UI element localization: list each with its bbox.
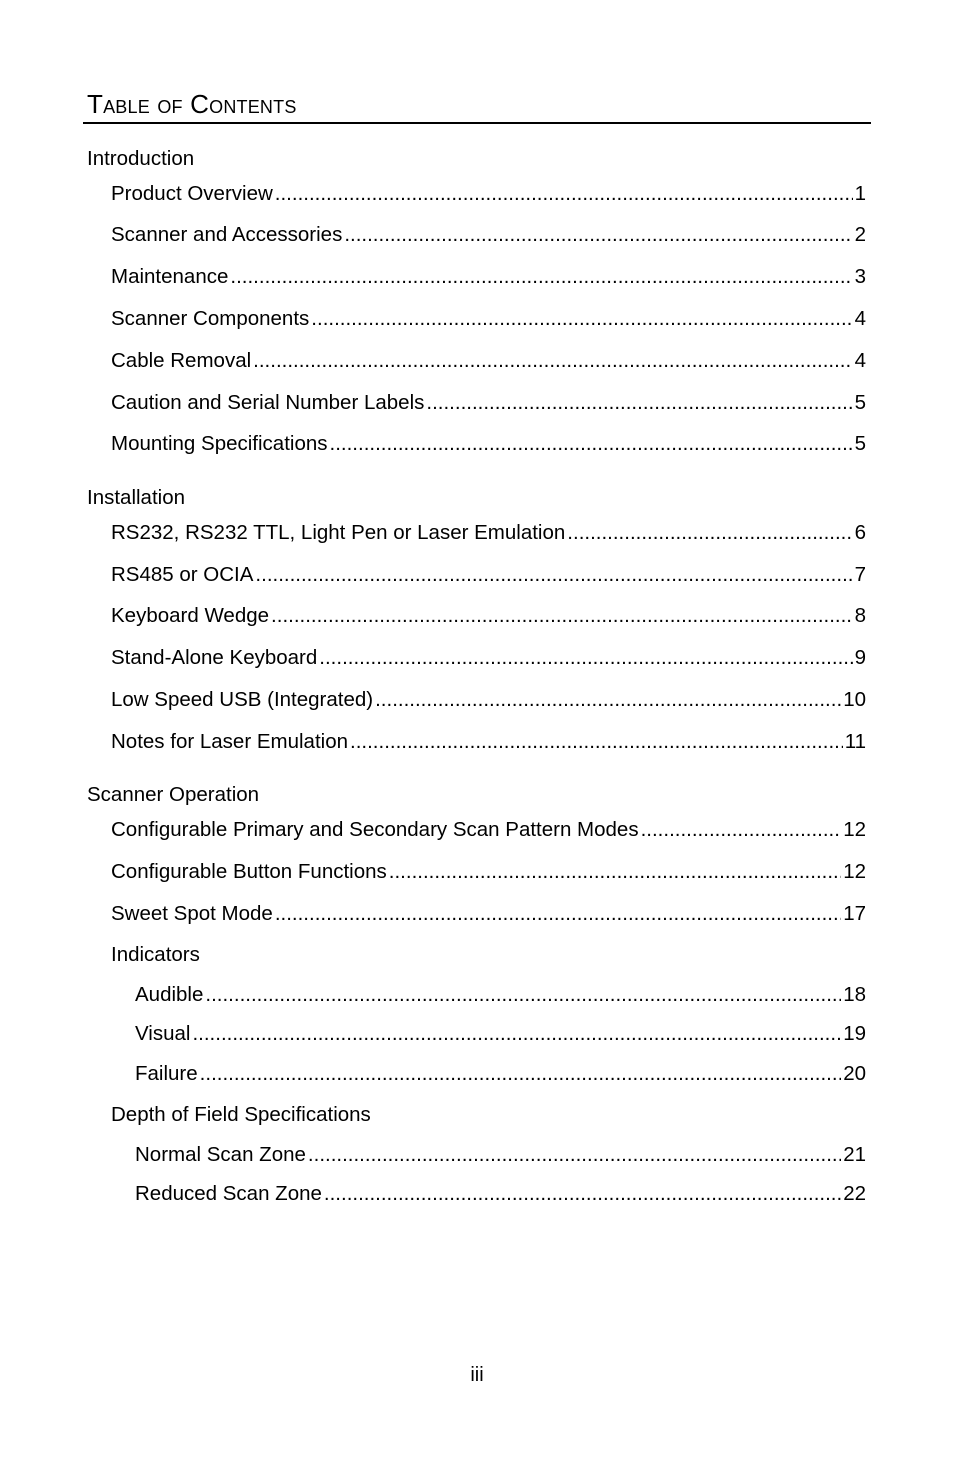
toc-entry-title: RS232, RS232 TTL, Light Pen or Laser Emulation — [111, 521, 566, 544]
toc-entry-page: 4 — [854, 307, 866, 330]
toc-leader-dots — [271, 603, 853, 629]
toc-entry-title: Failure — [135, 1062, 198, 1085]
subsection-heading-depth-of-field: Depth of Field Specifications — [111, 1103, 371, 1126]
toc-entry[interactable] — [111, 348, 866, 374]
toc-leader-dots — [324, 1181, 841, 1207]
section-heading-introduction: Introduction — [87, 147, 195, 170]
toc-entry[interactable] — [111, 181, 866, 207]
toc-leader-dots — [319, 645, 852, 671]
title-rule — [83, 122, 871, 124]
toc-entry[interactable] — [135, 1181, 866, 1207]
toc-entry-page: 21 — [843, 1143, 866, 1166]
subsection-heading-indicators: Indicators — [111, 943, 200, 966]
toc-entry[interactable] — [111, 390, 866, 416]
toc-entry-title: Maintenance — [111, 265, 229, 288]
toc-entry-title: Configurable Primary and Secondary Scan Pattern Modes — [111, 818, 639, 841]
toc-entry-page: 18 — [843, 983, 866, 1006]
toc-entry[interactable] — [111, 687, 866, 713]
toc-entry[interactable] — [111, 520, 866, 546]
toc-entry-title: Cable Removal — [111, 349, 252, 372]
toc-entry[interactable] — [135, 1142, 866, 1168]
toc-leader-dots — [275, 181, 853, 207]
toc-leader-dots — [344, 222, 852, 248]
toc-entry-page: 12 — [843, 818, 866, 841]
toc-entry-page: 8 — [854, 604, 866, 627]
toc-entry-page: 9 — [854, 646, 866, 669]
toc-leader-dots — [255, 562, 852, 588]
toc-entry[interactable] — [111, 222, 866, 248]
section-heading-scanner-operation: Scanner Operation — [87, 783, 260, 806]
toc-entry-title: RS485 or OCIA — [111, 563, 254, 586]
toc-entry-title: Mounting Specifications — [111, 432, 328, 455]
toc-entry[interactable] — [111, 817, 866, 843]
toc-leader-dots — [330, 431, 853, 457]
section-heading-installation: Installation — [87, 486, 186, 509]
toc-entry-title: Caution and Serial Number Labels — [111, 391, 425, 414]
toc-leader-dots — [200, 1061, 842, 1087]
toc-entry-page: 4 — [854, 349, 866, 372]
toc-entry-title: Sweet Spot Mode — [111, 902, 273, 925]
toc-entry-title: Configurable Button Functions — [111, 860, 387, 883]
toc-entry-page: 17 — [843, 902, 866, 925]
toc-entry-title: Scanner Components — [111, 307, 310, 330]
page-number: iii — [470, 1364, 484, 1386]
toc-entry-page: 20 — [843, 1062, 866, 1085]
toc-entry-page: 11 — [844, 730, 866, 753]
toc-leader-dots — [375, 687, 841, 713]
toc-entry-page: 19 — [843, 1022, 866, 1045]
toc-entry-page: 5 — [854, 432, 866, 455]
toc-leader-dots — [641, 817, 842, 843]
toc-entry[interactable] — [135, 1061, 866, 1087]
toc-entry-title: Keyboard Wedge — [111, 604, 270, 627]
toc-entry-page: 12 — [843, 860, 866, 883]
toc-entry[interactable] — [111, 306, 866, 332]
toc-entry[interactable] — [111, 603, 866, 629]
toc-entry-page: 1 — [854, 182, 866, 205]
toc-leader-dots — [192, 1021, 841, 1047]
toc-leader-dots — [567, 520, 852, 546]
toc-entry-title: Normal Scan Zone — [135, 1143, 306, 1166]
toc-entry-title: Notes for Laser Emulation — [111, 730, 349, 753]
toc-entry[interactable] — [111, 562, 866, 588]
toc-entry[interactable] — [135, 1021, 866, 1047]
toc-entry[interactable] — [135, 982, 866, 1008]
toc-entry-page: 22 — [843, 1182, 866, 1205]
toc-entry-page: 3 — [854, 265, 866, 288]
toc-entry-title: Reduced Scan Zone — [135, 1182, 322, 1205]
toc-leader-dots — [389, 859, 841, 885]
toc-entry[interactable] — [111, 645, 866, 671]
toc-entry-page: 10 — [843, 688, 866, 711]
toc-entry[interactable] — [111, 859, 866, 885]
toc-leader-dots — [311, 306, 852, 332]
toc-entry-title: Audible — [135, 983, 204, 1006]
toc-leader-dots — [275, 901, 841, 927]
toc-entry-page: 5 — [854, 391, 866, 414]
toc-leader-dots — [205, 982, 841, 1008]
toc-leader-dots — [230, 264, 852, 290]
toc-entry-page: 2 — [854, 223, 866, 246]
toc-entry[interactable] — [111, 264, 866, 290]
page-title: Table of Contents — [87, 89, 297, 119]
toc-leader-dots — [253, 348, 852, 374]
toc-entry[interactable] — [111, 431, 866, 457]
toc-entry-title: Low Speed USB (Integrated) — [111, 688, 374, 711]
toc-entry-page: 6 — [854, 521, 866, 544]
toc-entry[interactable] — [111, 729, 866, 755]
toc-entry-title: Visual — [135, 1022, 191, 1045]
toc-leader-dots — [426, 390, 852, 416]
toc-entry-title: Stand-Alone Keyboard — [111, 646, 318, 669]
toc-entry-title: Scanner and Accessories — [111, 223, 343, 246]
toc-leader-dots — [308, 1142, 841, 1168]
toc-entry-page: 7 — [854, 563, 866, 586]
toc-entry[interactable] — [111, 901, 866, 927]
toc-entry-title: Product Overview — [111, 182, 273, 205]
toc-leader-dots — [350, 729, 843, 755]
